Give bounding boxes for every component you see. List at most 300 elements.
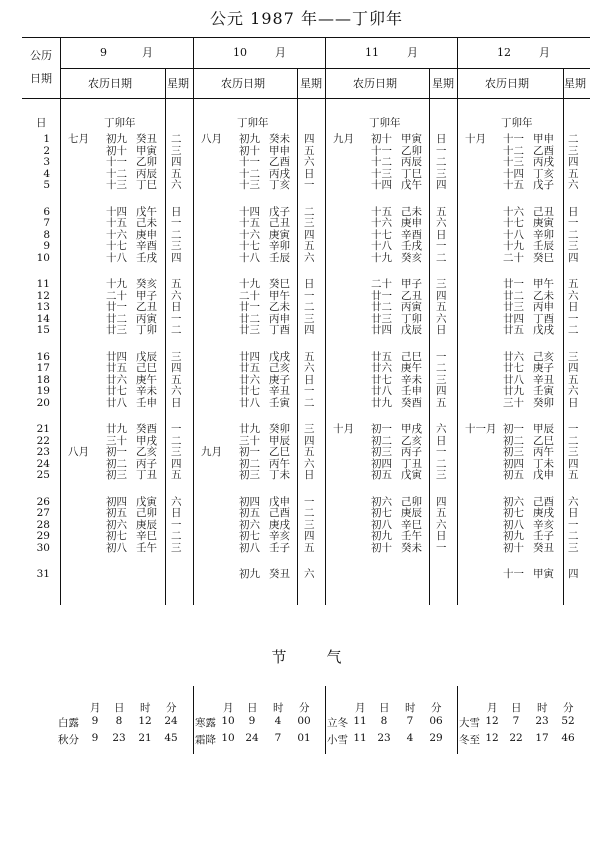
lunar-month-label: 七月 bbox=[68, 133, 89, 145]
lunar-day: 廿四 bbox=[371, 324, 392, 336]
weekday: 日 bbox=[436, 530, 447, 542]
lunar-day: 廿一 bbox=[239, 301, 260, 313]
year-label: 丁卯年 bbox=[501, 117, 533, 129]
weekday: 日 bbox=[436, 228, 447, 241]
ganzhi: 丙子 bbox=[401, 446, 422, 458]
weekday: 一 bbox=[171, 217, 182, 229]
lunar-day: 十二 bbox=[239, 167, 260, 180]
weekday: 五 bbox=[568, 373, 579, 386]
gregorian-date: 18 bbox=[36, 373, 50, 386]
weekday: 三 bbox=[171, 144, 182, 157]
ganzhi: 戊辰 bbox=[136, 350, 157, 363]
weekday: 一 bbox=[436, 541, 447, 554]
gregorian-date: 28 bbox=[36, 518, 50, 531]
ganzhi: 己亥 bbox=[269, 362, 290, 374]
ganzhi: 壬申 bbox=[136, 396, 157, 409]
weekday: 五 bbox=[304, 541, 315, 554]
weekday: 六 bbox=[304, 362, 315, 374]
weekday: 六 bbox=[436, 518, 447, 531]
weekday: 五 bbox=[171, 373, 182, 386]
ganzhi: 己酉 bbox=[533, 495, 554, 508]
gregorian-date: 31 bbox=[36, 568, 50, 580]
lunar-day: 廿七 bbox=[239, 385, 260, 397]
weekday: 三 bbox=[171, 350, 182, 363]
weekday: 三 bbox=[171, 541, 182, 554]
gregorian-date: 26 bbox=[36, 495, 50, 508]
date-column-label: 日 bbox=[36, 117, 47, 129]
ganzhi: 丁亥 bbox=[533, 167, 554, 180]
gregorian-date: 30 bbox=[36, 541, 50, 554]
gregorian-date: 11 bbox=[36, 278, 50, 290]
lunar-day: 三十 bbox=[106, 434, 127, 447]
weekday: 三 bbox=[568, 144, 579, 157]
solar-term-value: 22 bbox=[509, 732, 523, 744]
ganzhi: 甲辰 bbox=[533, 423, 554, 435]
weekday: 一 bbox=[171, 423, 182, 435]
lunar-day: 廿二 bbox=[503, 289, 524, 302]
ganzhi: 戊寅 bbox=[401, 469, 422, 481]
ganzhi: 辛卯 bbox=[269, 240, 290, 252]
ganzhi: 辛巳 bbox=[401, 518, 422, 531]
solar-term-value: 01 bbox=[297, 732, 311, 744]
gregorian-date: 4 bbox=[43, 167, 50, 180]
weekday: 四 bbox=[568, 362, 579, 374]
ganzhi: 癸丑 bbox=[533, 541, 554, 554]
weekday: 六 bbox=[568, 495, 579, 508]
weekday: 五 bbox=[304, 350, 315, 363]
ganzhi: 丙戌 bbox=[533, 156, 554, 168]
weekday: 三 bbox=[171, 240, 182, 252]
lunar-day: 初八 bbox=[106, 541, 127, 554]
ganzhi: 丙寅 bbox=[136, 312, 157, 325]
ganzhi: 庚戌 bbox=[269, 518, 290, 531]
solar-term-col-header: 日 bbox=[379, 702, 390, 714]
solar-term-value: 8 bbox=[115, 715, 123, 727]
gregorian-date: 25 bbox=[36, 469, 50, 481]
lunar-day: 二十 bbox=[503, 251, 524, 264]
header-month-suffix: 月 bbox=[275, 46, 286, 59]
weekday: 三 bbox=[568, 541, 579, 554]
gregorian-date: 8 bbox=[43, 228, 50, 241]
solar-term-value: 12 bbox=[485, 732, 499, 744]
lunar-day: 廿一 bbox=[106, 301, 127, 313]
ganzhi: 壬戌 bbox=[136, 251, 157, 264]
ganzhi: 辛酉 bbox=[136, 240, 157, 252]
lunar-day: 初一 bbox=[503, 423, 524, 435]
solar-term-col-header: 月 bbox=[487, 702, 498, 714]
solar-term-value: 9 bbox=[91, 732, 99, 744]
weekday-rule bbox=[563, 68, 564, 605]
ganzhi: 戊辰 bbox=[401, 324, 422, 336]
ganzhi: 乙丑 bbox=[136, 301, 157, 313]
ganzhi: 己未 bbox=[136, 217, 157, 229]
weekday: 二 bbox=[171, 324, 182, 336]
gregorian-date: 13 bbox=[36, 301, 50, 313]
ganzhi: 丁巳 bbox=[401, 167, 422, 180]
weekday: 六 bbox=[436, 312, 447, 325]
solar-terms-title-char: 节 bbox=[271, 648, 287, 666]
ganzhi: 丁未 bbox=[533, 457, 554, 470]
lunar-month-label: 八月 bbox=[201, 133, 222, 145]
weekday: 六 bbox=[171, 495, 182, 508]
lunar-day: 初五 bbox=[503, 469, 524, 481]
lunar-day: 初三 bbox=[371, 446, 392, 458]
weekday: 二 bbox=[568, 228, 579, 241]
header-riqi: 日期 bbox=[30, 72, 52, 85]
lunar-day: 廿三 bbox=[503, 301, 524, 313]
weekday: 日 bbox=[171, 396, 182, 409]
lunar-day: 廿八 bbox=[239, 396, 260, 409]
weekday: 三 bbox=[304, 217, 315, 229]
lunar-day: 十九 bbox=[503, 240, 524, 252]
ganzhi: 辛亥 bbox=[533, 518, 554, 531]
lunar-day: 初七 bbox=[239, 530, 260, 542]
lunar-day: 初一 bbox=[106, 446, 127, 458]
lunar-day: 初五 bbox=[106, 507, 127, 519]
lunar-day: 二十 bbox=[371, 278, 392, 290]
ganzhi: 甲寅 bbox=[136, 144, 157, 157]
ganzhi: 丙辰 bbox=[136, 167, 157, 180]
ganzhi: 丙午 bbox=[269, 457, 290, 470]
ganzhi: 甲子 bbox=[136, 289, 157, 302]
weekday: 三 bbox=[436, 167, 447, 180]
table-top-rule bbox=[22, 37, 590, 38]
ganzhi: 壬寅 bbox=[533, 385, 554, 397]
header-month-number: 12 bbox=[497, 46, 511, 59]
lunar-day: 初二 bbox=[371, 434, 392, 447]
lunar-day: 廿二 bbox=[239, 312, 260, 325]
ganzhi: 丙辰 bbox=[401, 156, 422, 168]
ganzhi: 癸丑 bbox=[136, 133, 157, 145]
lunar-month-label: 十月 bbox=[333, 423, 354, 435]
weekday: 六 bbox=[171, 385, 182, 397]
ganzhi: 癸未 bbox=[269, 133, 290, 145]
solar-term-name: 寒露 bbox=[195, 717, 216, 729]
ganzhi: 辛卯 bbox=[533, 228, 554, 241]
gregorian-date: 21 bbox=[36, 423, 50, 435]
ganzhi: 壬辰 bbox=[269, 251, 290, 264]
weekday-rule bbox=[297, 68, 298, 605]
solar-term-value: 06 bbox=[429, 715, 443, 727]
weekday: 五 bbox=[304, 446, 315, 458]
weekday: 日 bbox=[568, 301, 579, 313]
weekday: 一 bbox=[304, 289, 315, 302]
lunar-day: 初十 bbox=[371, 133, 392, 145]
gregorian-date: 16 bbox=[36, 350, 50, 363]
ganzhi: 庚辰 bbox=[136, 518, 157, 531]
lunar-day: 初三 bbox=[106, 469, 127, 481]
lunar-day: 廿九 bbox=[503, 385, 524, 397]
weekday: 日 bbox=[171, 205, 182, 218]
ganzhi: 乙卯 bbox=[401, 144, 422, 157]
ganzhi: 壬子 bbox=[533, 530, 554, 542]
lunar-day: 廿八 bbox=[106, 396, 127, 409]
header-gongli: 公历 bbox=[30, 49, 52, 62]
ganzhi: 丁酉 bbox=[533, 312, 554, 325]
solar-term-name: 立冬 bbox=[327, 717, 348, 729]
weekday: 日 bbox=[304, 469, 315, 481]
solar-term-col-header: 时 bbox=[537, 702, 548, 714]
lunar-day: 初六 bbox=[371, 495, 392, 508]
solar-term-divider bbox=[325, 686, 326, 754]
ganzhi: 戊戌 bbox=[533, 324, 554, 336]
lunar-day: 初一 bbox=[371, 423, 392, 435]
lunar-day: 初七 bbox=[106, 530, 127, 542]
gregorian-date: 23 bbox=[36, 446, 50, 458]
ganzhi: 甲辰 bbox=[269, 434, 290, 447]
ganzhi: 乙亥 bbox=[136, 446, 157, 458]
gregorian-date: 24 bbox=[36, 457, 50, 470]
ganzhi: 甲寅 bbox=[533, 568, 554, 580]
block-rule bbox=[193, 37, 194, 605]
weekday: 二 bbox=[436, 156, 447, 168]
lunar-day: 初二 bbox=[503, 434, 524, 447]
weekday: 一 bbox=[436, 350, 447, 363]
header-nongli: 农历日期 bbox=[353, 77, 397, 90]
ganzhi: 戊子 bbox=[533, 179, 554, 191]
weekday: 日 bbox=[568, 396, 579, 409]
weekday: 三 bbox=[304, 423, 315, 435]
weekday: 三 bbox=[568, 240, 579, 252]
weekday-rule bbox=[165, 68, 166, 605]
lunar-day: 初六 bbox=[503, 495, 524, 508]
weekday: 五 bbox=[436, 301, 447, 313]
lunar-day: 十八 bbox=[503, 228, 524, 241]
weekday: 六 bbox=[436, 217, 447, 229]
weekday: 六 bbox=[304, 568, 315, 580]
solar-term-value: 7 bbox=[406, 715, 414, 727]
weekday: 五 bbox=[171, 167, 182, 180]
ganzhi: 辛亥 bbox=[269, 530, 290, 542]
solar-term-col-header: 分 bbox=[563, 702, 574, 714]
weekday: 六 bbox=[171, 289, 182, 302]
lunar-day: 十四 bbox=[106, 205, 127, 218]
weekday: 二 bbox=[304, 301, 315, 313]
lunar-day: 初四 bbox=[106, 495, 127, 508]
ganzhi: 己卯 bbox=[401, 495, 422, 508]
weekday: 四 bbox=[568, 156, 579, 168]
lunar-day: 十六 bbox=[371, 217, 392, 229]
lunar-day: 廿一 bbox=[503, 278, 524, 290]
weekday: 六 bbox=[304, 156, 315, 168]
lunar-day: 初八 bbox=[503, 518, 524, 531]
ganzhi: 丙戌 bbox=[269, 167, 290, 180]
solar-term-name: 秋分 bbox=[58, 734, 79, 746]
weekday: 五 bbox=[568, 278, 579, 290]
weekday: 五 bbox=[171, 469, 182, 481]
solar-term-value: 23 bbox=[535, 715, 549, 727]
weekday: 六 bbox=[436, 423, 447, 435]
weekday: 三 bbox=[304, 518, 315, 531]
lunar-month-label: 九月 bbox=[333, 133, 354, 145]
solar-term-value: 4 bbox=[406, 732, 414, 744]
lunar-day: 十一 bbox=[106, 156, 127, 168]
weekday: 一 bbox=[304, 179, 315, 191]
ganzhi: 甲寅 bbox=[401, 133, 422, 145]
solar-term-divider bbox=[457, 686, 458, 754]
lunar-day: 初十 bbox=[106, 144, 127, 157]
weekday: 二 bbox=[436, 362, 447, 374]
gregorian-date: 14 bbox=[36, 312, 50, 325]
block-rule bbox=[457, 37, 458, 605]
lunar-day: 十七 bbox=[503, 217, 524, 229]
ganzhi: 庚辰 bbox=[401, 507, 422, 519]
lunar-day: 初六 bbox=[239, 518, 260, 531]
lunar-day: 十二 bbox=[503, 144, 524, 157]
lunar-month-label: 九月 bbox=[201, 446, 222, 458]
weekday: 二 bbox=[568, 133, 579, 145]
ganzhi: 癸卯 bbox=[269, 423, 290, 435]
lunar-day: 十一 bbox=[371, 144, 392, 157]
solar-term-value: 29 bbox=[429, 732, 443, 744]
lunar-day: 十一 bbox=[503, 133, 524, 145]
header-xingqi: 星期 bbox=[432, 77, 454, 90]
lunar-day: 十九 bbox=[106, 278, 127, 290]
weekday: 一 bbox=[568, 423, 579, 435]
ganzhi: 戊午 bbox=[401, 179, 422, 191]
solar-term-col-header: 分 bbox=[166, 702, 177, 714]
solar-term-col-header: 时 bbox=[405, 702, 416, 714]
weekday: 五 bbox=[436, 396, 447, 409]
lunar-day: 十三 bbox=[371, 167, 392, 180]
solar-term-value: 9 bbox=[91, 715, 99, 727]
lunar-day: 廿六 bbox=[239, 373, 260, 386]
lunar-day: 初三 bbox=[503, 446, 524, 458]
lunar-day: 初九 bbox=[371, 530, 392, 542]
lunar-day: 初十 bbox=[371, 541, 392, 554]
header-month-number: 11 bbox=[365, 46, 379, 59]
weekday: 一 bbox=[436, 144, 447, 157]
gregorian-date: 27 bbox=[36, 507, 50, 519]
weekday: 二 bbox=[171, 530, 182, 542]
ganzhi: 庚寅 bbox=[269, 228, 290, 241]
lunar-day: 廿四 bbox=[106, 350, 127, 363]
weekday: 四 bbox=[568, 568, 579, 580]
solar-term-value: 23 bbox=[112, 732, 126, 744]
lunar-day: 十二 bbox=[371, 156, 392, 168]
ganzhi: 戊申 bbox=[269, 495, 290, 508]
lunar-day: 廿五 bbox=[106, 362, 127, 374]
ganzhi: 辛未 bbox=[136, 385, 157, 397]
lunar-day: 十七 bbox=[371, 228, 392, 241]
lunar-day: 十五 bbox=[371, 205, 392, 218]
weekday: 日 bbox=[568, 507, 579, 519]
solar-term-col-header: 月 bbox=[90, 702, 101, 714]
header-nongli: 农历日期 bbox=[221, 77, 265, 90]
lunar-day: 廿八 bbox=[371, 385, 392, 397]
weekday: 一 bbox=[304, 385, 315, 397]
ganzhi: 乙未 bbox=[269, 301, 290, 313]
weekday: 一 bbox=[171, 518, 182, 531]
solar-term-name: 小雪 bbox=[327, 734, 348, 746]
ganzhi: 壬寅 bbox=[269, 396, 290, 409]
lunar-day: 廿五 bbox=[503, 324, 524, 336]
ganzhi: 癸酉 bbox=[136, 423, 157, 435]
weekday: 一 bbox=[436, 240, 447, 252]
lunar-day: 廿三 bbox=[371, 312, 392, 325]
lunar-day: 十七 bbox=[239, 240, 260, 252]
weekday: 三 bbox=[436, 373, 447, 386]
header-xingqi: 星期 bbox=[564, 77, 586, 90]
lunar-day: 廿一 bbox=[371, 289, 392, 302]
ganzhi: 乙酉 bbox=[269, 156, 290, 168]
lunar-day: 初七 bbox=[503, 507, 524, 519]
weekday: 五 bbox=[568, 167, 579, 180]
ganzhi: 庚寅 bbox=[533, 217, 554, 229]
lunar-day: 十六 bbox=[503, 205, 524, 218]
year-label: 丁卯年 bbox=[237, 117, 269, 129]
lunar-day: 廿九 bbox=[239, 423, 260, 435]
header-xingqi: 星期 bbox=[300, 77, 322, 90]
ganzhi: 乙丑 bbox=[401, 289, 422, 302]
lunar-day: 廿七 bbox=[503, 362, 524, 374]
block-rule bbox=[325, 37, 326, 605]
lunar-day: 十八 bbox=[106, 251, 127, 264]
lunar-day: 初九 bbox=[106, 133, 127, 145]
weekday: 六 bbox=[171, 179, 182, 191]
ganzhi: 己卯 bbox=[136, 507, 157, 519]
ganzhi: 壬午 bbox=[136, 541, 157, 554]
lunar-day: 十一 bbox=[503, 568, 524, 580]
gregorian-date: 7 bbox=[43, 217, 50, 229]
weekday: 四 bbox=[304, 133, 315, 145]
ganzhi: 丁卯 bbox=[136, 324, 157, 336]
header-bottom-rule bbox=[22, 98, 590, 99]
ganzhi: 甲午 bbox=[269, 289, 290, 302]
solar-term-value: 10 bbox=[221, 715, 235, 727]
ganzhi: 戊申 bbox=[533, 469, 554, 481]
lunar-day: 十五 bbox=[106, 217, 127, 229]
ganzhi: 壬午 bbox=[401, 530, 422, 542]
gregorian-date: 10 bbox=[36, 251, 50, 264]
lunar-day: 初二 bbox=[239, 457, 260, 470]
solar-term-value: 23 bbox=[377, 732, 391, 744]
ganzhi: 甲午 bbox=[533, 278, 554, 290]
lunar-day: 初三 bbox=[239, 469, 260, 481]
ganzhi: 己未 bbox=[401, 205, 422, 218]
lunar-day: 十九 bbox=[239, 278, 260, 290]
weekday: 五 bbox=[304, 240, 315, 252]
lunar-month-label: 十月 bbox=[465, 133, 486, 145]
ganzhi: 癸丑 bbox=[269, 568, 290, 580]
gregorian-date: 2 bbox=[43, 144, 50, 157]
lunar-day: 十二 bbox=[106, 167, 127, 180]
lunar-day: 廿五 bbox=[371, 350, 392, 363]
header-nongli: 农历日期 bbox=[485, 77, 529, 90]
lunar-day: 十四 bbox=[371, 179, 392, 191]
header-xingqi: 星期 bbox=[167, 77, 189, 90]
date-col-rule bbox=[60, 37, 61, 605]
weekday: 日 bbox=[171, 301, 182, 313]
ganzhi: 丁酉 bbox=[269, 324, 290, 336]
lunar-day: 初十 bbox=[239, 144, 260, 157]
lunar-day: 初六 bbox=[106, 518, 127, 531]
weekday: 一 bbox=[568, 312, 579, 325]
weekday: 日 bbox=[171, 507, 182, 519]
solar-term-name: 白露 bbox=[58, 717, 79, 729]
weekday: 五 bbox=[568, 469, 579, 481]
ganzhi: 乙未 bbox=[533, 289, 554, 302]
header-month-number: 9 bbox=[100, 46, 107, 59]
lunar-day: 廿九 bbox=[106, 423, 127, 435]
ganzhi: 丙申 bbox=[269, 312, 290, 325]
lunar-day: 廿四 bbox=[503, 312, 524, 325]
solar-term-value: 8 bbox=[380, 715, 388, 727]
solar-term-value: 17 bbox=[535, 732, 549, 744]
ganzhi: 癸亥 bbox=[401, 251, 422, 264]
lunar-day: 廿七 bbox=[106, 385, 127, 397]
ganzhi: 甲戌 bbox=[401, 423, 422, 435]
